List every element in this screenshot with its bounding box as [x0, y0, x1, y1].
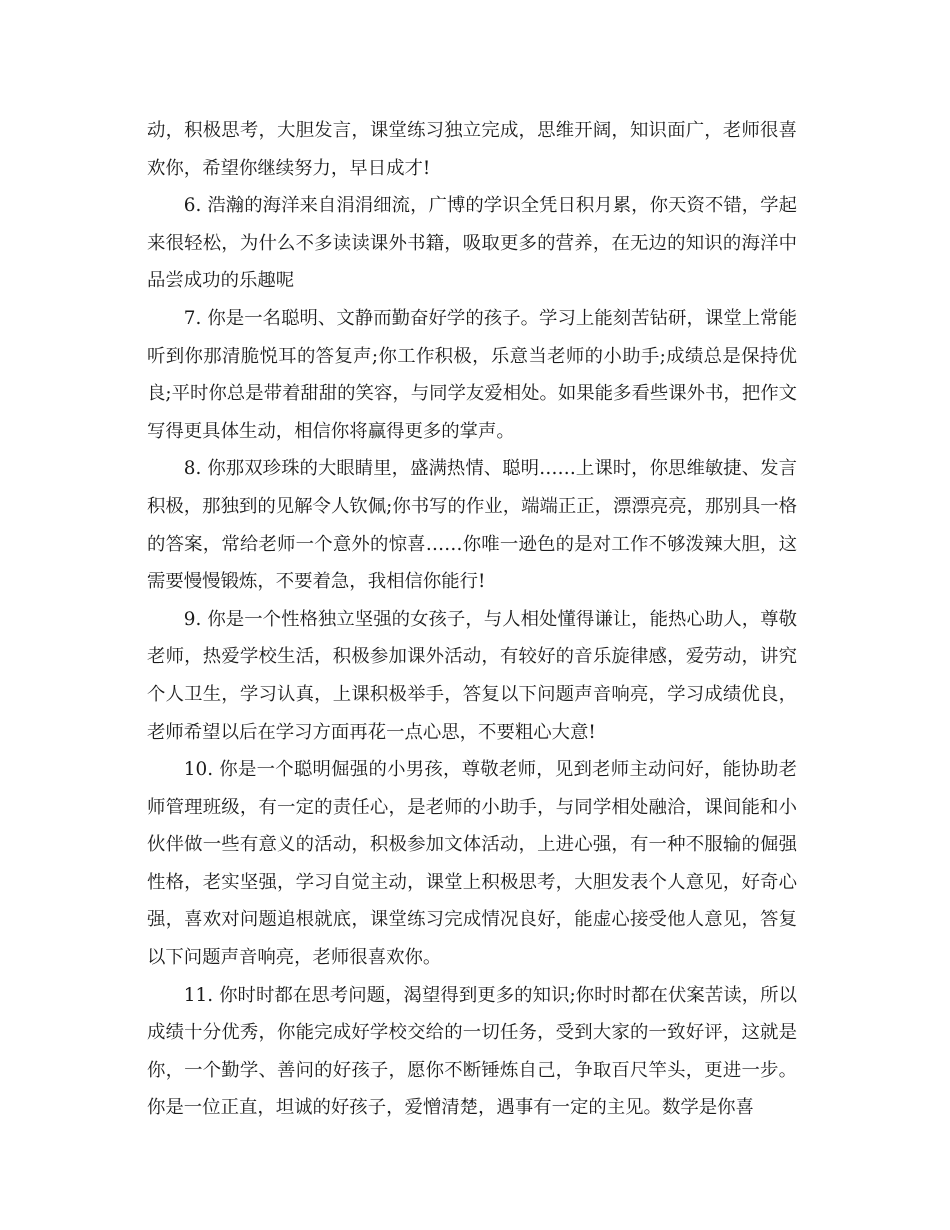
- paragraph-text: 你是一个聪明倔强的小男孩，尊敬老师，见到老师主动问好，能协助老师管理班级，有一定的责任心，是老师的小助手，与同学相处融洽，课间能和小伙伴做一些有意义的活动，积极参加文体活动，上进心强，有一种不服输的倔强性格，老实坚强，学习自觉主动，课堂上积极思考，大胆发表个人意见，好奇心强，喜欢对问题追根就底，课堂练习完成情况良好，能虚心接受他人意见，答复以下问题声音响亮，老师很喜欢你。: [147, 759, 797, 969]
- paragraph-number: 7.: [183, 307, 202, 329]
- document-body: [147, 112, 797, 1127]
- paragraph-text: 你是一名聪明、文静而勤奋好学的孩子。学习上能刻苦钻研，课堂上常能听到你那清脆悦耳的答复声;你工作积极，乐意当老师的小助手;成绩总是保持优良;平时你总是带着甜甜的笑容，与同学友爱相处。如果能多看些课外书，把作文写得更具体生动，相信你将赢得更多的掌声。: [147, 307, 797, 442]
- paragraph-number: 8.: [183, 458, 202, 480]
- paragraph-number: 10.: [183, 759, 214, 781]
- paragraph-8: [147, 450, 797, 600]
- paragraph-11: [147, 977, 797, 1127]
- paragraph-9: [147, 601, 797, 751]
- paragraph-number: 9.: [183, 608, 202, 630]
- paragraph-text: 你时时都在思考问题，渴望得到更多的知识;你时时都在伏案苦读，所以成绩十分优秀，你能完成好学校交给的一切任务，受到大家的一致好评，这就是你，一个勤学、善问的好孩子，愿你不断锤炼自己，争取百尺竿头，更进一步。你是一位正直，坦诚的好孩子，爱憎清楚，遇事有一定的主见。数学是你喜: [147, 984, 797, 1119]
- paragraph-text: 动，积极思考，大胆发言，课堂练习独立完成，思维开阔，知识面广，老师很喜欢你，希望你继续努力，早日成才!: [147, 120, 797, 179]
- paragraph-number: 6.: [183, 195, 202, 217]
- paragraph-number: 11.: [183, 984, 214, 1006]
- paragraph-6: [147, 187, 797, 300]
- paragraph-text: 你是一个性格独立坚强的女孩子，与人相处懂得谦让，能热心助人，尊敬老师，热爱学校生活，积极参加课外活动，有较好的音乐旋律感，爱劳动，讲究个人卫生，学习认真，上课积极举手，答复以下问题声音响亮，学习成绩优良，老师希望以后在学习方面再花一点心思，不要粗心大意!: [147, 608, 797, 743]
- paragraph-7: [147, 300, 797, 450]
- paragraph-text: 你那双珍珠的大眼睛里，盛满热情、聪明……上课时，你思维敏捷、发言积极，那独到的见解令人钦佩;你书写的作业，端端正正，漂漂亮亮，那别具一格的答案，常给老师一个意外的惊喜……你唯一逊色的是对工作不够泼辣大胆，这需要慢慢锻炼，不要着急，我相信你能行!: [147, 458, 797, 593]
- paragraph-continuation: [147, 112, 797, 187]
- paragraph-text: 浩瀚的海洋来自涓涓细流，广博的学识全凭日积月累，你天资不错，学起来很轻松，为什么不多读读课外书籍，吸取更多的营养，在无边的知识的海洋中品尝成功的乐趣呢: [147, 195, 797, 292]
- paragraph-10: [147, 751, 797, 977]
